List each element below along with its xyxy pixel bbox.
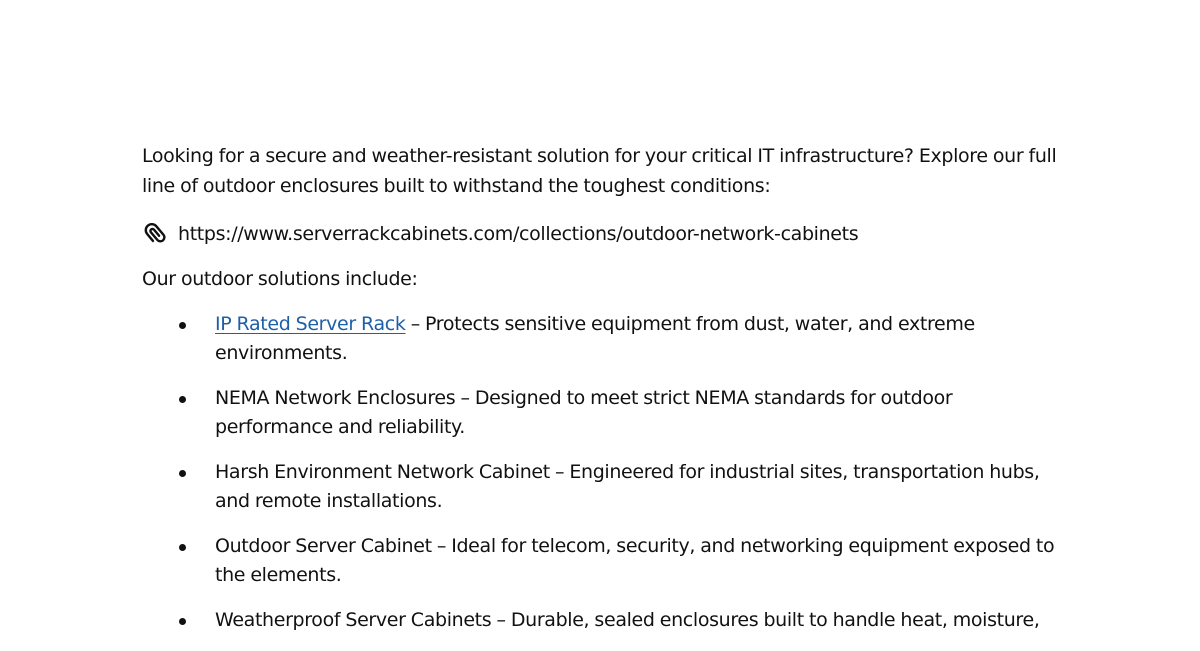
solutions-list: [142, 310, 1062, 635]
ip-rated-server-rack-link[interactable]: IP Rated Server Rack: [215, 313, 406, 335]
bullet-icon: [179, 322, 186, 329]
list-item-description: – Durable, sealed enclosures built to handle heat, moisture,: [491, 609, 1040, 631]
list-item: [142, 458, 1062, 516]
paperclip-icon: [142, 221, 168, 247]
list-item-title: Outdoor Server Cabinet: [215, 535, 432, 557]
list-item-title: Weatherproof Server Cabinets: [215, 609, 492, 631]
bullet-icon: [179, 396, 186, 403]
list-item-description: – Engineered for industrial sites, transportation hubs, and remote installations.: [215, 461, 1040, 512]
bullet-icon: [179, 618, 186, 625]
list-item-description: – Ideal for telecom, security, and networking equipment exposed to the elements.: [215, 535, 1055, 586]
url-line: [142, 219, 1062, 249]
bullet-icon: [179, 544, 186, 551]
solutions-heading: Our outdoor solutions include:: [142, 268, 418, 290]
url-text[interactable]: https://www.serverrackcabinets.com/collections/outdoor-network-cabinets: [178, 223, 859, 245]
list-item-description: – Designed to meet strict NEMA standards for outdoor performance and reliability.: [215, 387, 953, 438]
list-item: [142, 384, 1062, 442]
list-item-title: Harsh Environment Network Cabinet: [215, 461, 550, 483]
list-item: [142, 606, 1062, 635]
list-item: [142, 310, 1062, 368]
list-item: [142, 532, 1062, 590]
document-body: [142, 141, 1062, 651]
intro-paragraph: Looking for a secure and weather-resistant solution for your critical IT infrastructure? Explore our full line of outdoor enclosures built to withstand the toughest conditions:: [142, 145, 1057, 197]
list-item-title: NEMA Network Enclosures: [215, 387, 456, 409]
list-item-description: – Protects sensitive equipment from dust, water, and extreme environments.: [215, 313, 975, 364]
bullet-icon: [179, 470, 186, 477]
